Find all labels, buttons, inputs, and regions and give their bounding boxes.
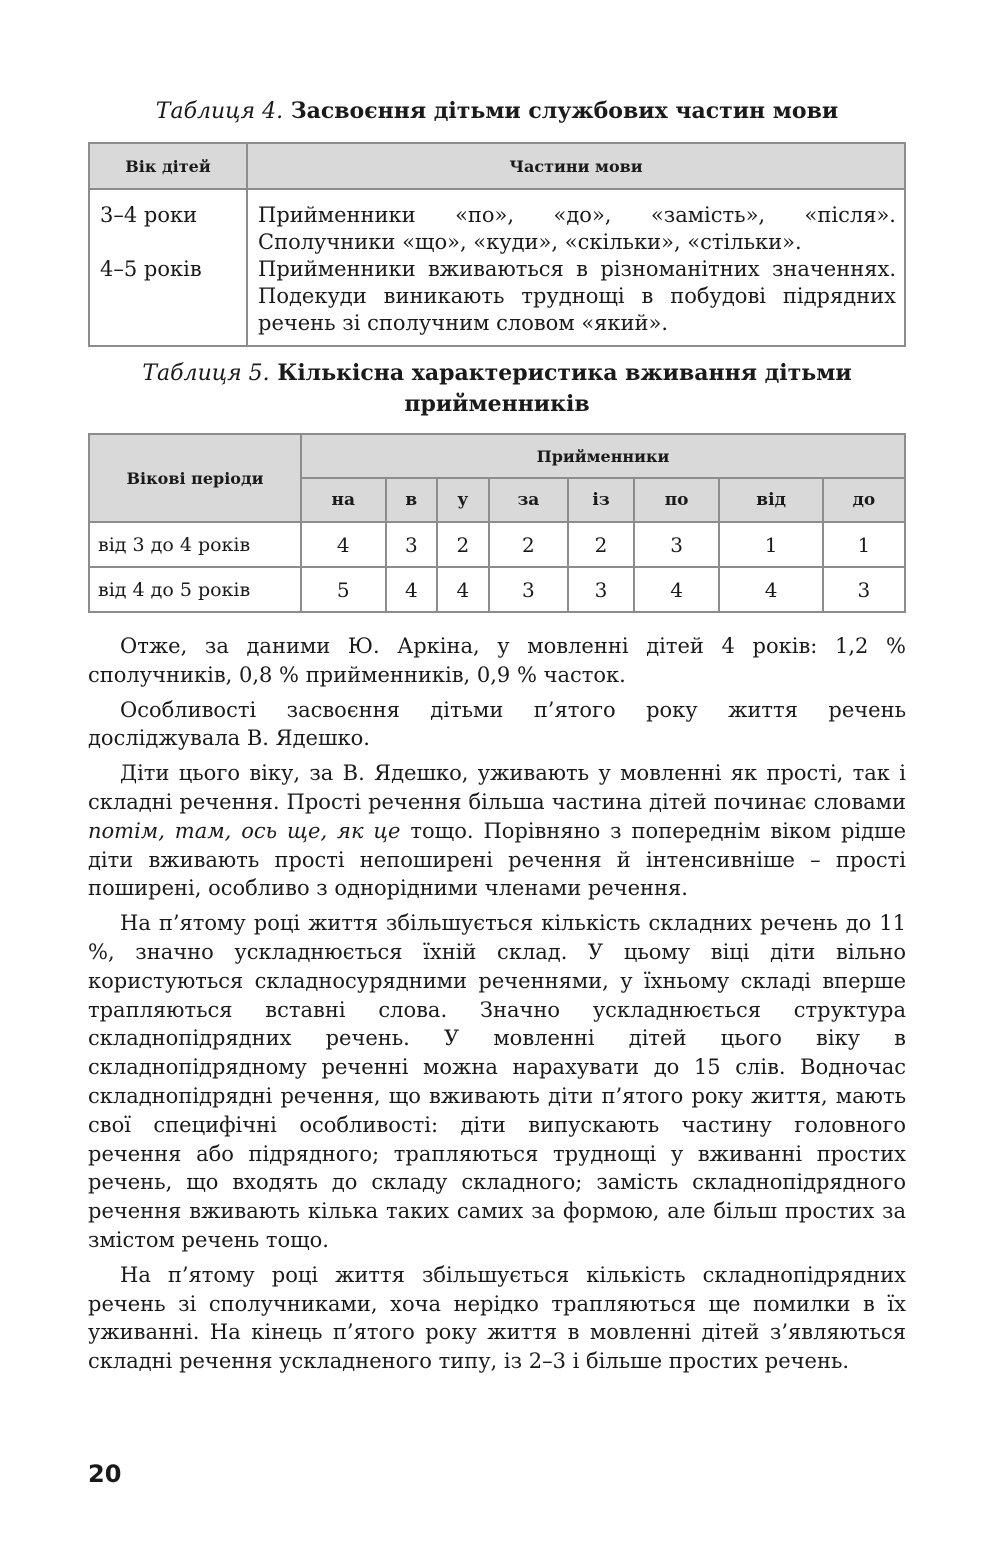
- table5-column-header: за: [489, 478, 569, 522]
- table4-row: [89, 189, 905, 346]
- paragraph-text: На п’ятому році життя збільшується кількість складних речень до 11 %, значно ускладнюється їхній склад. У цьому віці діти вільно користуються складносурядними реченнями, у їхньому складі вперше трапляються вставні слова. Значно ускладнюється структура складнопідрядних речень. У мовленні дітей цього віку в складнопідрядному реченні можна нарахувати до 15 слів. Водночас складнопідрядні речення, що вживають діти п’ятого року життя, мають свої специфічні особливості: діти випускають частину головного речення або підрядного; трапляються труднощі у вживанні простих речень, що входять до складу складного; замість складнопідрядного речення вживають кілька таких самих за формою, але більш простих за змістом речень тощо.: [88, 911, 906, 1252]
- table5-value-cell: 4: [301, 522, 386, 567]
- table5-value-cell: 3: [823, 567, 905, 612]
- paragraph: [88, 696, 906, 754]
- table4-age-cell: [89, 189, 247, 346]
- table4-text-2: Прийменники вживаються в різноманітних значеннях. Подекуди виникають труднощі в побудові підрядних речень зі сполучним словом «який».: [258, 257, 896, 335]
- table5-period-cell: від 4 до 5 років: [89, 567, 301, 612]
- paragraph: [88, 759, 906, 903]
- table4-caption-label: Таблиця 4.: [155, 99, 284, 124]
- table5: [88, 433, 906, 613]
- table5-column-header: в: [386, 478, 438, 522]
- table5-value-cell: 2: [489, 522, 569, 567]
- table5-column-header: до: [823, 478, 905, 522]
- paragraph-text: Отже, за даними Ю. Аркіна, у мовленні дітей 4 років: 1,2 % сполучників, 0,8 % прийменників, 0,9 % часток.: [88, 634, 906, 687]
- table5-value-cell: 2: [437, 522, 489, 567]
- main-text: [88, 632, 906, 1382]
- paragraph-text: тощо. Порівняно з попереднім віком рідше діти вживають прості непоширені речення й інтенсивніше – прості поширені, особливо з однорідними членами речення.: [88, 818, 906, 901]
- table5-value-cell: 4: [437, 567, 489, 612]
- table4-text-cell: [247, 189, 905, 346]
- paragraph: [88, 1261, 906, 1376]
- table5-column-header: від: [719, 478, 822, 522]
- paragraph: [88, 909, 906, 1255]
- table5-body: [89, 522, 905, 612]
- table5-value-cell: 2: [568, 522, 634, 567]
- italic-text: потім, там, ось ще, як це: [88, 818, 401, 843]
- table5-row: [89, 522, 905, 567]
- paragraph: [88, 632, 906, 690]
- table4-header-age: Вік дітей: [89, 143, 247, 189]
- table5-column-header: по: [634, 478, 720, 522]
- table5-value-cell: 3: [634, 522, 720, 567]
- table5-header-period: Вікові періоди: [89, 434, 301, 522]
- table5-value-cell: 3: [489, 567, 569, 612]
- table5-caption-label: Таблиця 5.: [142, 361, 270, 386]
- table5-value-cell: 5: [301, 567, 386, 612]
- table4-header-row: [89, 143, 905, 189]
- table5-value-cell: 4: [719, 567, 822, 612]
- table5-value-cell: 1: [823, 522, 905, 567]
- paragraph-text: На п’ятому році життя збільшується кількість складнопідрядних речень зі сполучниками, хоча нерідко трапляються ще помилки в їх уживанні. На кінець п’ятого року життя в мовленні дітей з’являються складні речення ускладненого типу, із 2–3 і більше простих речень.: [88, 1262, 906, 1374]
- table5-value-cell: 1: [719, 522, 822, 567]
- table5-value-cell: 4: [386, 567, 438, 612]
- table5-value-cell: 3: [386, 522, 438, 567]
- paragraph-text: Діти цього віку, за В. Ядешко, уживають у мовленні як прості, так і складні речення. Прості речення більша частина дітей починає словами: [88, 761, 906, 814]
- page-number: 20: [88, 1460, 122, 1488]
- table5-row: [89, 567, 905, 612]
- table5-value-cell: 4: [634, 567, 720, 612]
- table5-header-row: [89, 434, 905, 478]
- table5-period-cell: від 3 до 4 років: [89, 522, 301, 567]
- table5-caption: [88, 358, 906, 419]
- table5-header-group: Прийменники: [301, 434, 905, 478]
- table5-column-header: у: [437, 478, 489, 522]
- table4: [88, 142, 906, 347]
- table4-caption: [88, 96, 906, 127]
- table5-column-header: на: [301, 478, 386, 522]
- table5-column-header: із: [568, 478, 634, 522]
- table5-caption-title: Кількісна характеристика вживання дітьми прийменників: [277, 360, 852, 417]
- table4-header-parts: Частини мови: [247, 143, 905, 189]
- paragraph-text: Особливості засвоєння дітьми п’ятого року життя речень досліджувала В. Ядешко.: [88, 697, 906, 751]
- table4-age-1: 3–4 роки: [100, 203, 198, 227]
- table4-caption-title: Засвоєння дітьми службових частин мови: [290, 98, 839, 124]
- table5-value-cell: 3: [568, 567, 634, 612]
- table4-text-1: Прийменники «по», «до», «замість», «після». Сполучники «що», «куди», «скільки», «стільки».: [258, 203, 896, 254]
- table4-age-2: 4–5 років: [100, 257, 202, 281]
